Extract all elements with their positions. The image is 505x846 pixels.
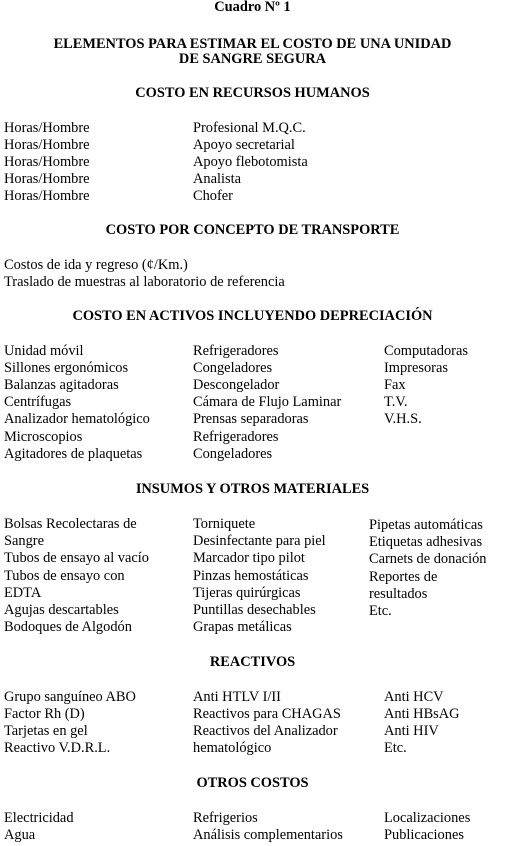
section-heading-recursos-humanos: COSTO EN RECURSOS HUMANOS bbox=[135, 85, 370, 101]
list-item: Analista bbox=[193, 171, 241, 187]
list-item: Bodoques de Algodón bbox=[4, 619, 132, 635]
list-item: Anti HBsAG bbox=[384, 706, 460, 722]
list-item: Profesional M.Q.C. bbox=[193, 120, 306, 136]
list-item: Etiquetas adhesivas bbox=[369, 534, 483, 550]
list-item: Apoyo flebotomista bbox=[193, 154, 308, 170]
list-item: Congeladores bbox=[193, 446, 273, 462]
list-item: Computadoras bbox=[384, 343, 468, 359]
list-item: Congeladores bbox=[193, 360, 273, 376]
list-item: Fax bbox=[384, 377, 406, 393]
list-item: Horas/Hombre bbox=[4, 137, 90, 153]
list-item: Apoyo secretarial bbox=[193, 137, 295, 153]
list-item: Desinfectante para piel bbox=[193, 533, 326, 549]
list-item: Descongelador bbox=[193, 377, 280, 393]
list-item: Grupo sanguíneo ABO bbox=[4, 689, 136, 705]
list-item: Traslado de muestras al laboratorio de referencia bbox=[4, 274, 285, 290]
list-item: Marcador tipo pilot bbox=[193, 550, 305, 566]
list-item: Agujas descartables bbox=[4, 602, 119, 618]
list-item: Reactivos del Analizador bbox=[193, 723, 338, 739]
list-item: Refrigeradores bbox=[193, 429, 279, 445]
section-heading-activos: COSTO EN ACTIVOS INCLUYENDO DEPRECIACIÓN bbox=[72, 308, 433, 324]
list-item: Impresoras bbox=[384, 360, 448, 376]
list-item: Factor Rh (D) bbox=[4, 706, 85, 722]
list-item: Chofer bbox=[193, 188, 233, 204]
list-item: Agua bbox=[4, 827, 36, 843]
list-item: Tarjetas en gel bbox=[4, 723, 88, 739]
list-item: Agitadores de plaquetas bbox=[4, 446, 143, 462]
section-heading-transporte: COSTO POR CONCEPTO DE TRANSPORTE bbox=[105, 222, 400, 238]
list-item: hematológico bbox=[193, 740, 272, 756]
list-item: Centrífugas bbox=[4, 394, 72, 410]
list-item: Etc. bbox=[369, 603, 392, 619]
main-title-line-1: ELEMENTOS PARA ESTIMAR EL COSTO DE UNA UNIDAD bbox=[53, 36, 452, 52]
list-item: Reactivos para CHAGAS bbox=[193, 706, 341, 722]
section-heading-otros-costos: OTROS COSTOS bbox=[196, 775, 309, 791]
list-item: Bolsas Recolectaras de bbox=[4, 516, 137, 532]
list-item: V.H.S. bbox=[384, 411, 422, 427]
list-item: EDTA bbox=[4, 585, 42, 601]
list-item: Publicaciones bbox=[384, 827, 464, 843]
list-item: Horas/Hombre bbox=[4, 154, 90, 170]
list-item: Refrigeradores bbox=[193, 343, 279, 359]
list-item: Balanzas agitadoras bbox=[4, 377, 119, 393]
list-item: resultados bbox=[369, 586, 428, 602]
list-item: Pinzas hemostáticas bbox=[193, 568, 309, 584]
list-item: Análisis complementarios bbox=[193, 827, 343, 843]
main-title-line-2: DE SANGRE SEGURA bbox=[178, 51, 327, 67]
list-item: Tijeras quirúrgicas bbox=[193, 585, 301, 601]
list-item: Analizador hematológico bbox=[4, 411, 150, 427]
table-number: Cuadro Nº 1 bbox=[214, 0, 291, 15]
list-item: Horas/Hombre bbox=[4, 188, 90, 204]
list-item: Electricidad bbox=[4, 810, 74, 826]
section-heading-insumos: INSUMOS Y OTROS MATERIALES bbox=[135, 481, 370, 497]
list-item: Horas/Hombre bbox=[4, 120, 90, 136]
list-item: Microscopios bbox=[4, 429, 83, 445]
list-item: Carnets de donación bbox=[369, 551, 487, 567]
list-item: Grapas metálicas bbox=[193, 619, 292, 635]
list-item: Cámara de Flujo Laminar bbox=[193, 394, 342, 410]
list-item: Prensas separadoras bbox=[193, 411, 309, 427]
list-item: Reactivo V.D.R.L. bbox=[4, 740, 111, 756]
list-item: Tubos de ensayo al vacío bbox=[4, 550, 149, 566]
list-item: Sangre bbox=[4, 533, 44, 549]
list-item: Anti HCV bbox=[384, 689, 444, 705]
list-item: Refrigerios bbox=[193, 810, 258, 826]
list-item: Horas/Hombre bbox=[4, 171, 90, 187]
list-item: Unidad móvil bbox=[4, 343, 84, 359]
list-item: T.V. bbox=[384, 394, 408, 410]
list-item: Localizaciones bbox=[384, 810, 471, 826]
section-heading-reactivos: REACTIVOS bbox=[209, 654, 296, 670]
list-item: Tubos de ensayo con bbox=[4, 568, 125, 584]
list-item: Puntillas desechables bbox=[193, 602, 316, 618]
list-item: Anti HTLV I/II bbox=[193, 689, 281, 705]
list-item: Anti HIV bbox=[384, 723, 439, 739]
list-item: Costos de ida y regreso (¢/Km.) bbox=[4, 257, 188, 273]
list-item: Reportes de bbox=[369, 569, 438, 585]
list-item: Sillones ergonómicos bbox=[4, 360, 129, 376]
list-item: Etc. bbox=[384, 740, 407, 756]
list-item: Pipetas automáticas bbox=[369, 517, 483, 533]
list-item: Torniquete bbox=[193, 516, 256, 532]
